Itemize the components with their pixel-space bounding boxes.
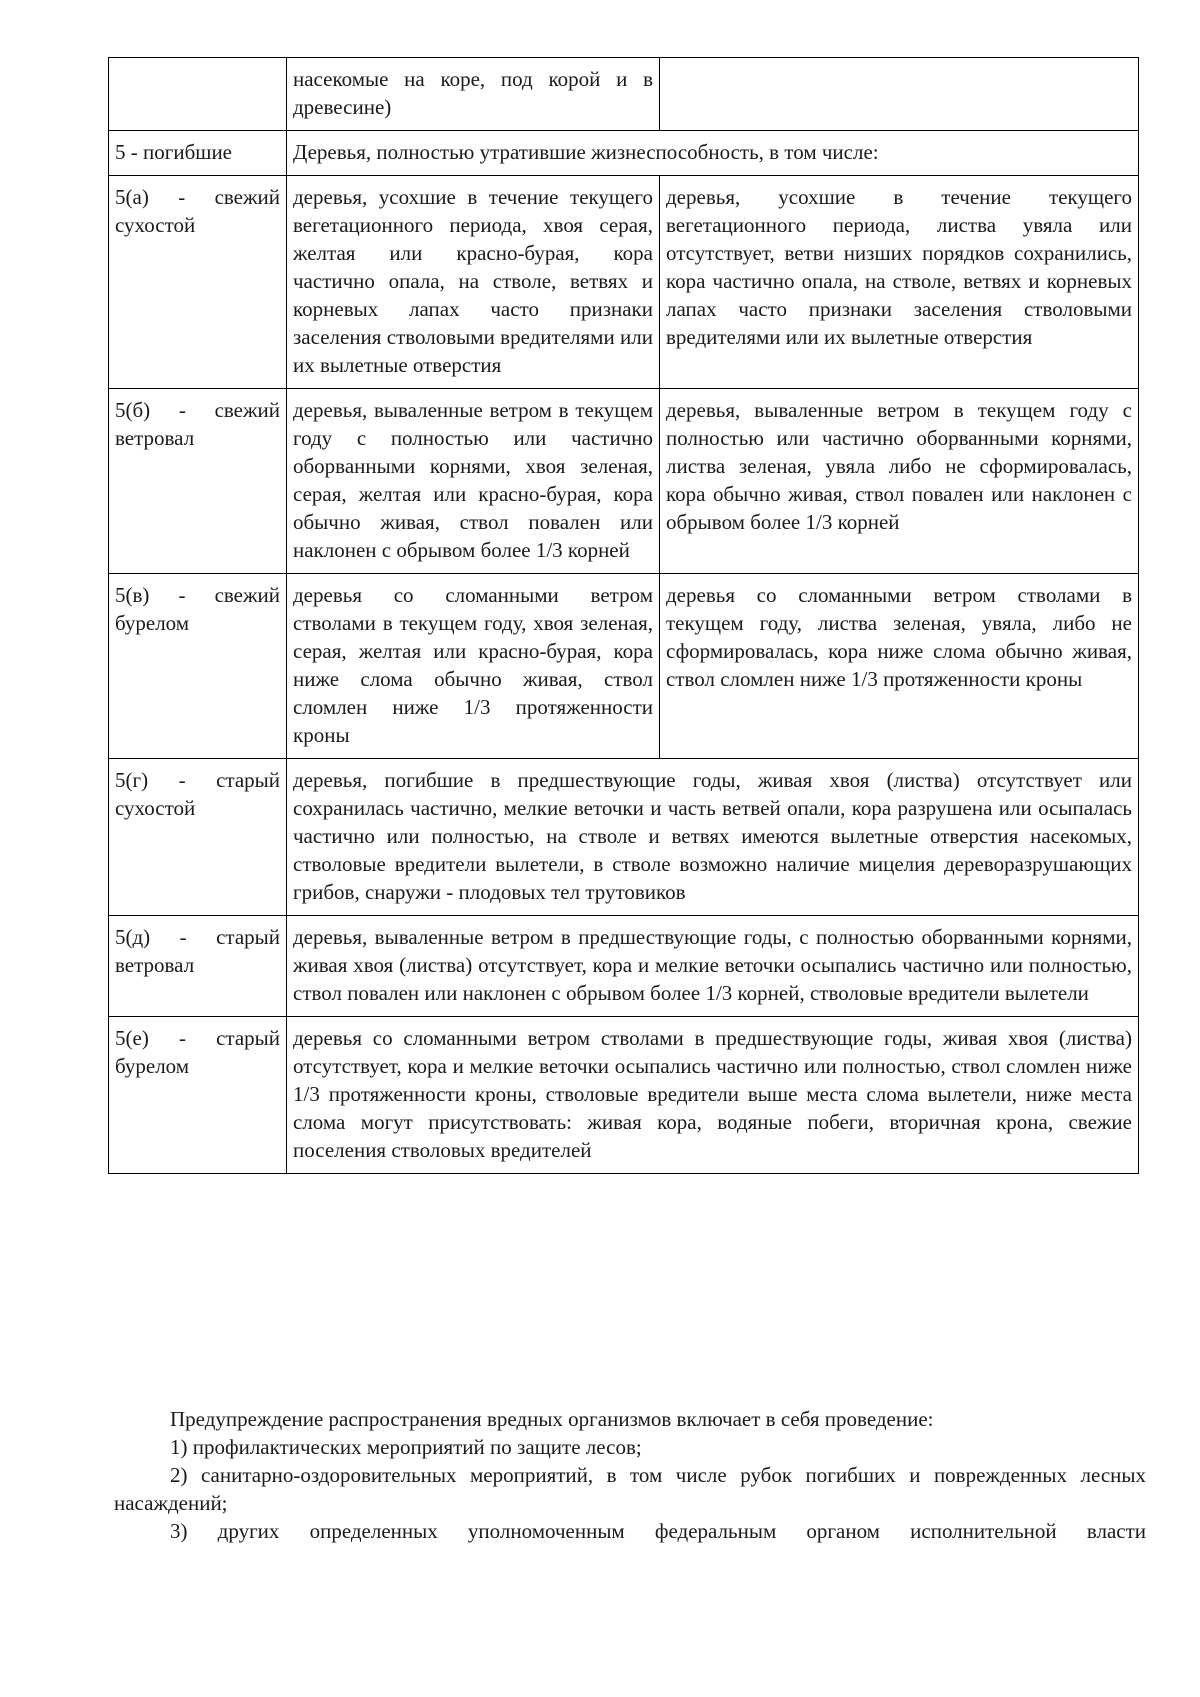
table-row-merged xyxy=(109,1017,1139,1174)
table-row xyxy=(109,389,1139,574)
cell-group-description: Деревья, полностью утратившие жизнеспособность, в том числе: xyxy=(287,131,1139,176)
cell-category: 5(г) - старый сухостой xyxy=(109,759,287,916)
cell-conifer: деревья, вываленные ветром в текущем году с полностью или частично оборванными корнями, хвоя зеленая, серая, желтая или красно-бурая, кора обычно живая, ствол повален или наклонен с обрывом более 1/3 корней xyxy=(287,389,660,574)
cell-deciduous: деревья, вываленные ветром в текущем году с полностью или частично оборванными корнями, листва зеленая, увяла либо не сформировалась, кора обычно живая, ствол повален или наклонен с обрывом более 1/3 корней xyxy=(660,389,1139,574)
cell-deciduous: деревья со сломанными ветром стволами в текущем году, листва зеленая, увяла, либо не сформировалась, кора ниже слома обычно живая, ствол сломлен ниже 1/3 протяженности кроны xyxy=(660,574,1139,759)
cell-deciduous xyxy=(660,58,1139,131)
cell-category: 5(д) - старый ветровал xyxy=(109,916,287,1017)
table-row-merged xyxy=(109,759,1139,916)
cell-conifer: насекомые на коре, под корой и в древесине) xyxy=(287,58,660,131)
cell-category: 5(е) - старый бурелом xyxy=(109,1017,287,1174)
tree-condition-table xyxy=(108,57,1139,1174)
cell-description: деревья со сломанными ветром стволами в предшествующие годы, живая хвоя (листва) отсутствует, кора и мелкие веточки осыпались частично или полностью, ствол сломлен ниже 1/3 протяженности кроны, стволовые вредители выше места слома вылетели, ниже места слома могут присутствовать: живая кора, водяные побеги, вторичная крона, свежие поселения стволовых вредителей xyxy=(287,1017,1139,1174)
body-text xyxy=(114,1405,1146,1545)
table-row xyxy=(109,176,1139,389)
cell-category xyxy=(109,58,287,131)
paragraph-intro: Предупреждение распространения вредных организмов включает в себя проведение: xyxy=(170,1407,934,1431)
paragraph-item-3: 3) других определенных уполномоченным федеральным органом исполнительной власти xyxy=(170,1519,1146,1543)
cell-conifer: деревья со сломанными ветром стволами в текущем году, хвоя зеленая, серая, желтая или красно-бурая, кора ниже слома обычно живая, ствол сломлен ниже 1/3 протяженности кроны xyxy=(287,574,660,759)
cell-category: 5(в) - свежий бурелом xyxy=(109,574,287,759)
cell-deciduous: деревья, усохшие в течение текущего вегетационного периода, листва увяла или отсутствует, ветви низших порядков сохранились, кора частично опала, на стволе, ветвях и корневых лапах часто признаки заселения стволовыми вредителями или их вылетные отверстия xyxy=(660,176,1139,389)
cell-category: 5(б) - свежий ветровал xyxy=(109,389,287,574)
table-row-group xyxy=(109,131,1139,176)
cell-category: 5 - погибшие xyxy=(109,131,287,176)
paragraph-item-1: 1) профилактических мероприятий по защите лесов; xyxy=(170,1435,642,1459)
table-row-merged xyxy=(109,916,1139,1017)
cell-description: деревья, погибшие в предшествующие годы, живая хвоя (листва) отсутствует или сохранилась частично, мелкие веточки и часть ветвей опали, кора разрушена или осыпалась частично или полностью, на стволе и ветвях имеются вылетные отверстия насекомых, стволовые вредители вылетели, в стволе возможно наличие мицелия дереворазрушающих грибов, снаружи - плодовых тел трутовиков xyxy=(287,759,1139,916)
cell-category: 5(а) - свежий сухостой xyxy=(109,176,287,389)
table-row-continuation xyxy=(109,58,1139,131)
paragraph-item-2: 2) санитарно-оздоровительных мероприятий, в том числе рубок погибших и поврежденных лесных насаждений; xyxy=(114,1463,1146,1515)
table-row xyxy=(109,574,1139,759)
cell-description: деревья, вываленные ветром в предшествующие годы, с полностью оборванными корнями, живая хвоя (листва) отсутствует, кора и мелкие веточки осыпались частично или полностью, ствол повален или наклонен с обрывом более 1/3 корней, стволовые вредители вылетели xyxy=(287,916,1139,1017)
cell-conifer: деревья, усохшие в течение текущего вегетационного периода, хвоя серая, желтая или красно-бурая, кора частично опала, на стволе, ветвях и корневых лапах часто признаки заселения стволовыми вредителями или их вылетные отверстия xyxy=(287,176,660,389)
